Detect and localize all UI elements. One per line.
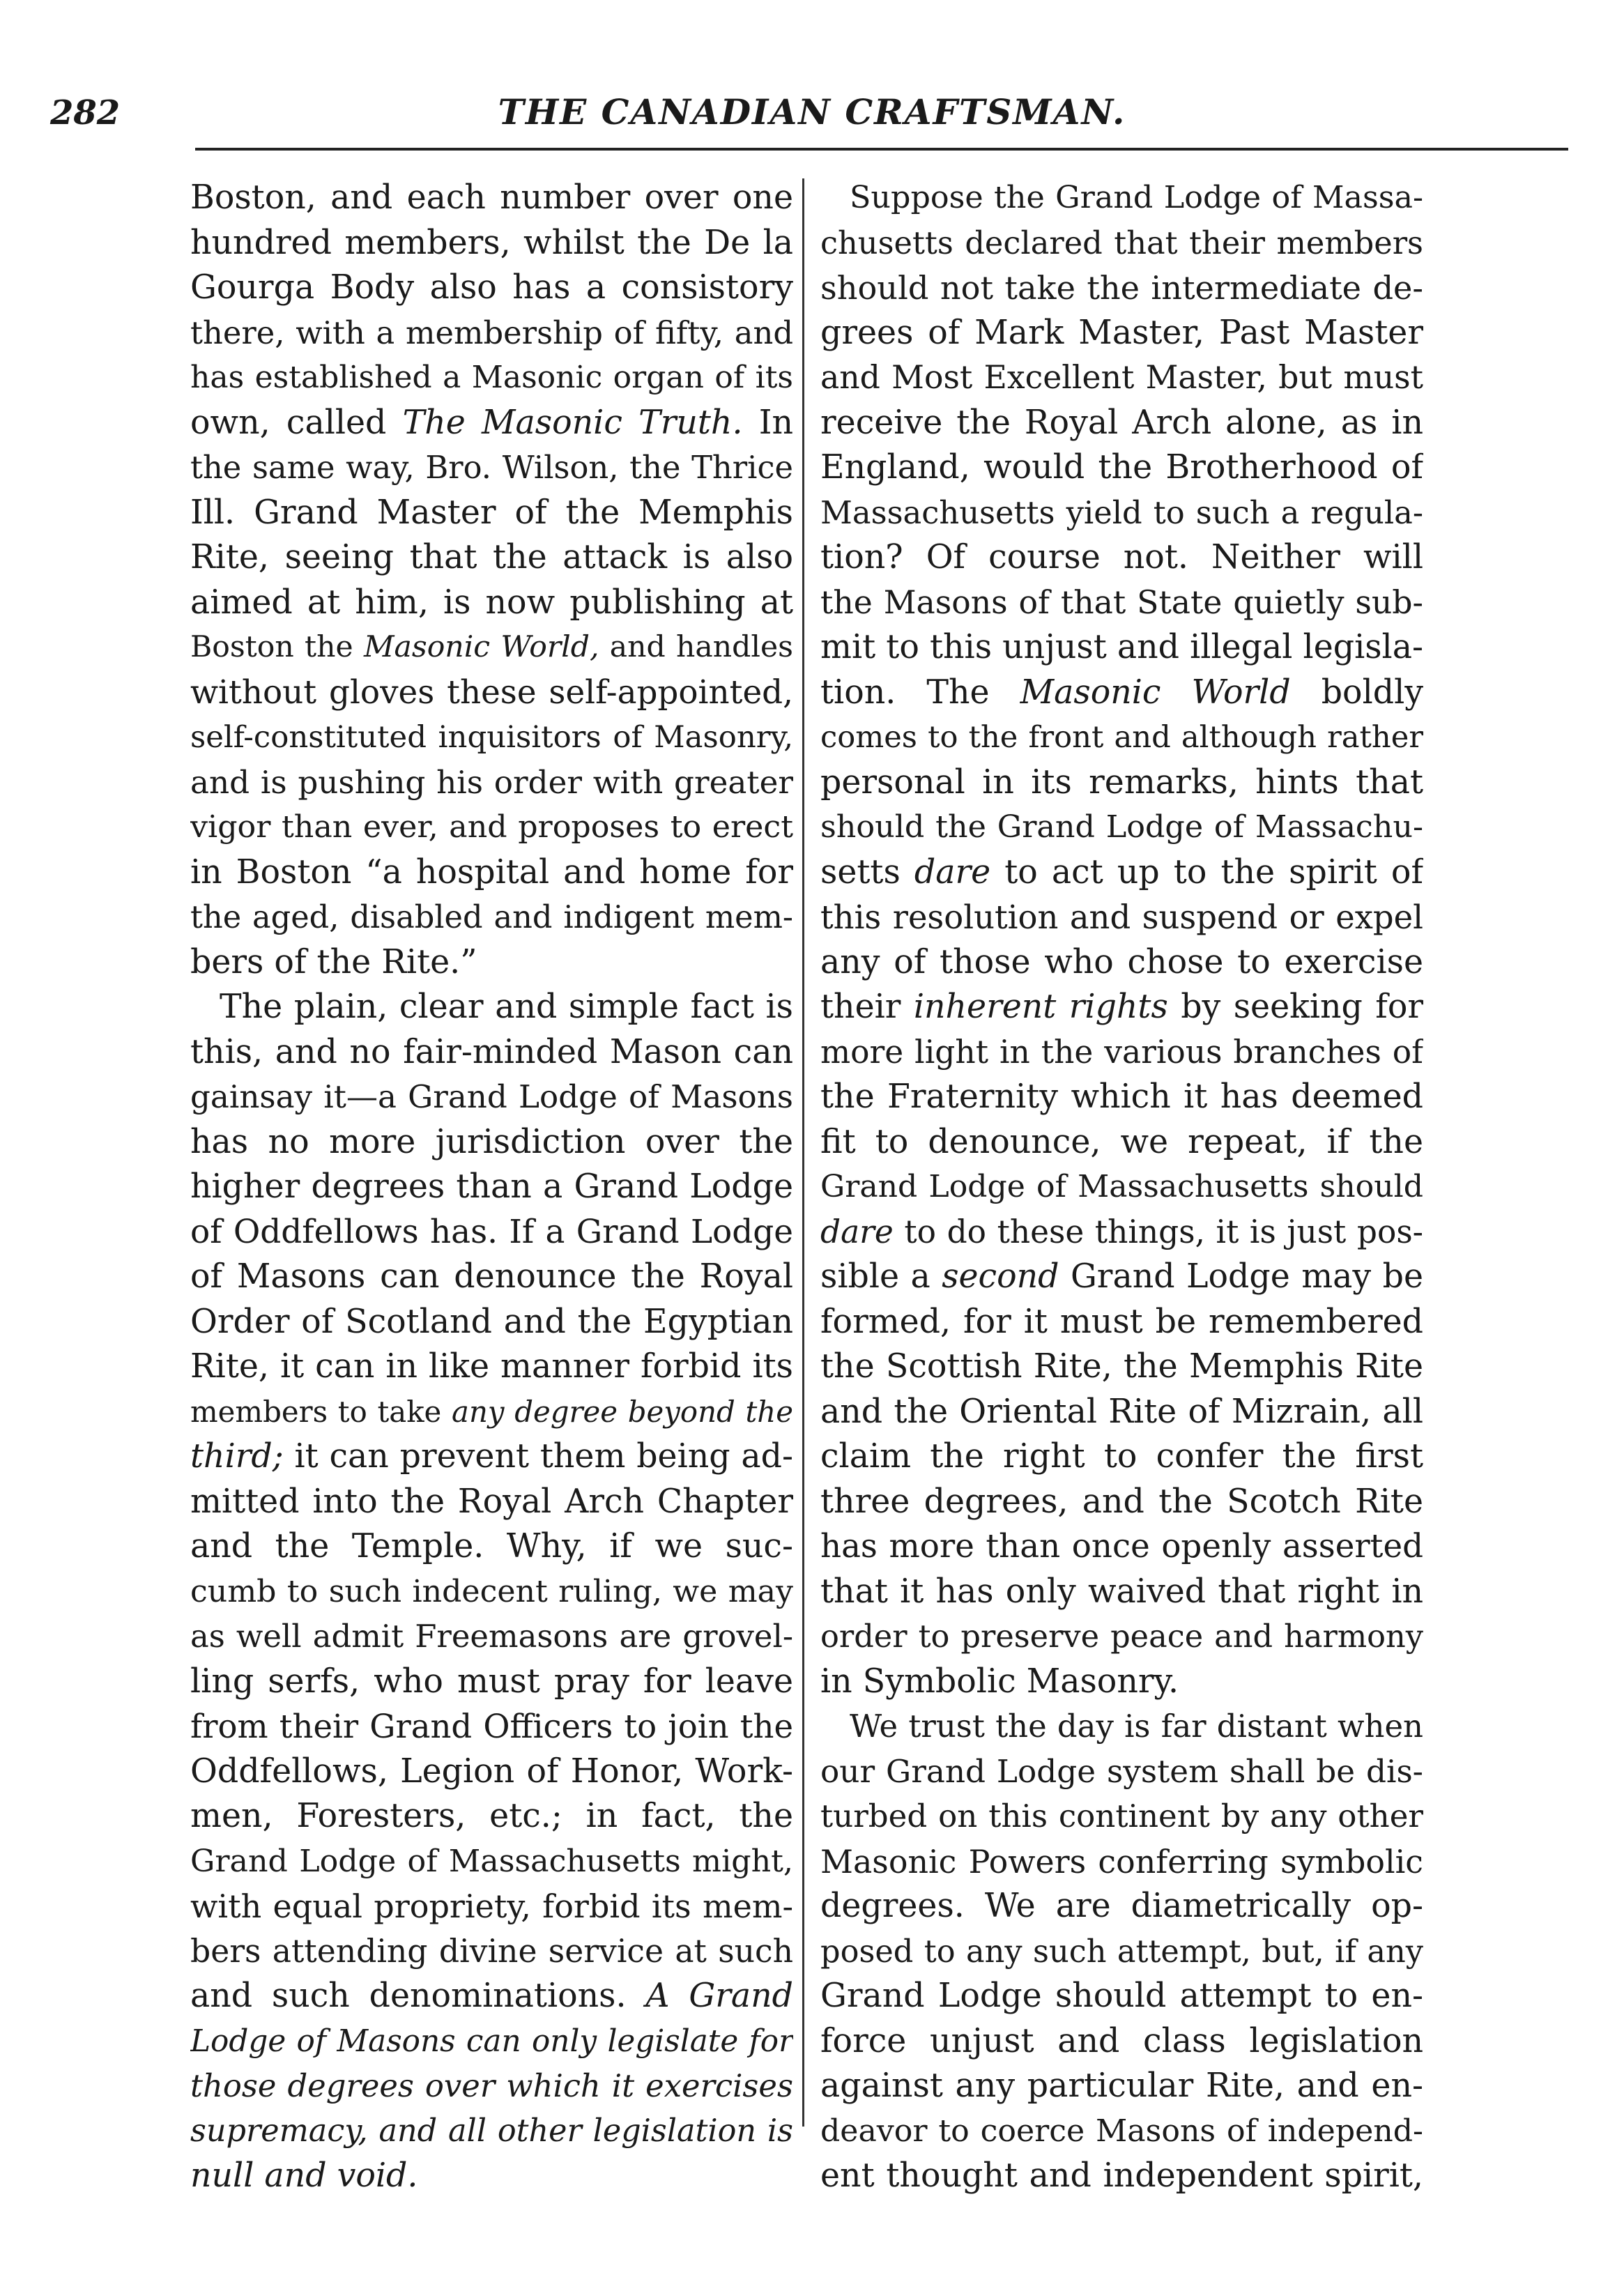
- text-segment: our Grand Lodge system shall be dis-: [820, 1752, 1423, 1790]
- text-line: [820, 1794, 1423, 1839]
- italic-text: inherent rights: [913, 988, 1168, 1026]
- text-line: [820, 1345, 1423, 1390]
- text-segment: personal in its remarks, hints that: [820, 763, 1423, 802]
- text-segment: of Masons can denounce the Royal: [190, 1257, 793, 1296]
- text-segment: turbed on this continent by any other: [820, 1798, 1423, 1834]
- text-line: [820, 1300, 1423, 1345]
- text-segment: order to preserve peace and harmony: [820, 1618, 1423, 1655]
- text-segment: bers attending divine service at such: [190, 1932, 793, 1970]
- text-line: [190, 401, 793, 446]
- text-segment: and is pushing his order with greater: [190, 763, 793, 801]
- text-line: [820, 1749, 1423, 1795]
- text-line: [820, 1614, 1423, 1660]
- italic-text: dare: [914, 852, 991, 891]
- text-segment: should the Grand Lodge of Massachu-: [820, 809, 1423, 845]
- text-segment: tion. The: [820, 673, 1020, 712]
- text-segment: with equal propriety, forbid its mem-: [190, 1887, 793, 1925]
- text-segment: the Masons of that State quietly sub-: [820, 583, 1423, 621]
- text-line: [820, 1974, 1423, 2019]
- text-line: [820, 1075, 1423, 1120]
- text-segment: Suppose the Grand Lodge of Massa-: [850, 180, 1423, 215]
- text-segment: England, would the Brotherhood of: [820, 448, 1423, 487]
- text-segment: formed, for it must be remembered: [820, 1302, 1423, 1341]
- text-line: [190, 2064, 793, 2109]
- text-segment: any of those who chose to exercise: [820, 942, 1423, 981]
- text-line: [190, 1974, 793, 2019]
- text-line: [190, 266, 793, 311]
- text-line: [820, 895, 1423, 940]
- text-line: [820, 1570, 1423, 1615]
- text-segment: Boston the: [190, 630, 364, 664]
- text-line: [190, 1839, 793, 1885]
- text-line: [190, 1749, 793, 1795]
- text-segment: higher degrees than a Grand Lodge: [190, 1167, 793, 1206]
- text-segment: claim the right to confer the first: [820, 1437, 1423, 1476]
- text-line: [820, 1524, 1423, 1570]
- text-line: [820, 2154, 1423, 2199]
- text-line: [820, 2019, 1423, 2065]
- page-number: 282: [50, 93, 121, 132]
- text-segment: in Boston “a hospital and home for: [190, 852, 793, 891]
- text-line: [190, 1075, 793, 1120]
- text-line: [820, 176, 1423, 221]
- text-line: [190, 1390, 793, 1435]
- text-segment: men, Foresters, etc.; in fact, the: [190, 1797, 793, 1835]
- text-line: [820, 1884, 1423, 1929]
- text-line: [190, 355, 793, 401]
- text-segment: from their Grand Officers to join the: [190, 1708, 793, 1745]
- text-segment: ent thought and independent spirit,: [820, 2157, 1423, 2195]
- text-segment: should not take the intermediate de-: [820, 269, 1423, 307]
- text-segment: self-constituted inquisitors of Masonry,: [190, 720, 793, 755]
- text-line: [820, 491, 1423, 536]
- text-line: [820, 266, 1423, 311]
- text-line: [820, 1390, 1423, 1435]
- italic-text: Masonic World: [1020, 673, 1291, 712]
- text-segment: cumb to such indecent ruling, we may: [190, 1573, 793, 1609]
- italic-text: Lodge of Masons can only legislate for: [190, 2023, 793, 2059]
- text-line: [190, 1345, 793, 1390]
- text-segment: Boston, and each number over one: [190, 178, 793, 217]
- text-line: [190, 1165, 793, 1210]
- text-segment: Ill. Grand Master of the Memphis: [190, 493, 793, 532]
- italic-text: third;: [190, 1437, 284, 1476]
- column-divider: [802, 178, 804, 2127]
- text-line: [190, 1660, 793, 1705]
- italic-text: A Grand: [645, 1977, 793, 2015]
- text-line: [190, 491, 793, 536]
- text-segment: chusetts declared that their members: [820, 224, 1423, 261]
- text-segment: own, called: [190, 403, 403, 442]
- text-segment: and such denominations.: [190, 1977, 646, 2015]
- text-line: [820, 715, 1423, 760]
- text-line: [820, 1120, 1423, 1165]
- text-segment: Grand Lodge should attempt to en-: [820, 1977, 1423, 2015]
- text-line: [820, 401, 1423, 446]
- text-segment: this, and no fair-minded Mason can: [190, 1032, 793, 1071]
- text-segment: has established a Masonic organ of its: [190, 360, 793, 395]
- italic-text: Masonic World,: [363, 630, 599, 664]
- text-segment: mit to this unjust and illegal legisla-: [820, 628, 1423, 666]
- text-line: [190, 625, 793, 671]
- right-column: [820, 176, 1423, 2199]
- text-line: [190, 1704, 793, 1749]
- text-line: [190, 221, 793, 266]
- text-segment: Order of Scotland and the Egyptian: [190, 1302, 793, 1341]
- text-line: [820, 1434, 1423, 1480]
- text-line: [820, 535, 1423, 581]
- text-line: [820, 311, 1423, 356]
- text-segment: more light in the various branches of: [820, 1033, 1423, 1071]
- text-segment: sible a: [820, 1257, 942, 1296]
- text-line: [190, 1614, 793, 1660]
- text-line: [820, 1210, 1423, 1255]
- text-line: [820, 581, 1423, 626]
- text-line: [820, 1165, 1423, 1210]
- italic-text: The Masonic Truth.: [402, 403, 743, 442]
- text-segment: Rite, it can in like manner forbid its: [190, 1347, 793, 1386]
- text-segment: to do these things, it is just pos-: [893, 1213, 1423, 1250]
- text-segment: Oddfellows, Legion of Honor, Work-: [190, 1752, 793, 1791]
- text-line: [190, 2109, 793, 2154]
- text-segment: deavor to coerce Masons of independ-: [820, 2113, 1423, 2149]
- text-segment: and the Oriental Rite of Mizrain, all: [820, 1392, 1423, 1431]
- text-segment: We trust the day is far distant when: [850, 1708, 1423, 1745]
- text-segment: this resolution and suspend or expel: [820, 898, 1423, 936]
- text-segment: comes to the front and although rather: [820, 720, 1423, 755]
- text-line: [190, 1434, 793, 1480]
- text-segment: fit to denounce, we repeat, if the: [820, 1122, 1423, 1161]
- text-line: [820, 2064, 1423, 2109]
- text-segment: setts: [820, 852, 914, 891]
- text-line: [190, 311, 793, 356]
- text-segment: and handles: [599, 630, 793, 664]
- text-segment: and the Temple. Why, if we suc-: [190, 1527, 793, 1565]
- text-line: [190, 940, 793, 986]
- text-segment: the Scottish Rite, the Memphis Rite: [820, 1347, 1423, 1386]
- text-line: [190, 805, 793, 850]
- text-segment: posed to any such attempt, but, if any: [820, 1933, 1423, 1970]
- text-line: [190, 1929, 793, 1975]
- text-line: [190, 2019, 793, 2065]
- text-line: [820, 1839, 1423, 1885]
- header-rule: [195, 148, 1568, 151]
- text-line: [190, 850, 793, 896]
- text-line: [820, 221, 1423, 266]
- text-segment: grees of Mark Master, Past Master: [820, 313, 1423, 352]
- text-line: [820, 1255, 1423, 1300]
- text-line: [190, 1884, 793, 1929]
- text-segment: Grand Lodge of Massachusetts might,: [190, 1843, 793, 1879]
- text-segment: the Fraternity which it has deemed: [820, 1078, 1423, 1116]
- text-segment: force unjust and class legislation: [820, 2021, 1423, 2060]
- text-line: [190, 2154, 793, 2199]
- italic-text: any degree beyond the: [452, 1394, 793, 1429]
- text-segment: vigor than ever, and proposes to erect: [190, 809, 793, 845]
- text-segment: The plain, clear and simple fact is: [220, 988, 793, 1026]
- text-segment: has more than once openly asserted: [820, 1528, 1423, 1565]
- text-segment: of Oddfellows has. If a Grand Lodge: [190, 1212, 793, 1251]
- text-line: [820, 2109, 1423, 2154]
- text-line: [190, 715, 793, 760]
- text-line: [820, 1030, 1423, 1075]
- text-line: [820, 805, 1423, 850]
- text-segment: mitted into the Royal Arch Chapter: [190, 1482, 793, 1521]
- text-line: [190, 1030, 793, 1075]
- text-segment: that it has only waived that right in: [820, 1572, 1423, 1611]
- text-segment: receive the Royal Arch alone, as in: [820, 403, 1423, 442]
- text-line: [820, 625, 1423, 671]
- text-line: [190, 1120, 793, 1165]
- text-line: [190, 176, 793, 221]
- text-segment: in Symbolic Masonry.: [820, 1662, 1179, 1701]
- italic-text: supremacy, and all other legislation is: [190, 2113, 793, 2149]
- text-segment: Grand Lodge may be: [1059, 1257, 1423, 1296]
- text-line: [820, 355, 1423, 401]
- left-column: [190, 176, 793, 2199]
- text-line: [190, 1210, 793, 1255]
- text-line: [820, 1660, 1423, 1705]
- text-line: [820, 850, 1423, 896]
- text-segment: gainsay it—a Grand Lodge of Masons: [190, 1078, 793, 1115]
- text-line: [190, 1524, 793, 1570]
- text-line: [820, 1704, 1423, 1749]
- text-segment: Grand Lodge of Massachusetts should: [820, 1169, 1423, 1204]
- text-segment: their: [820, 988, 914, 1026]
- text-line: [190, 760, 793, 806]
- text-line: [190, 1794, 793, 1839]
- text-segment: ling serfs, who must pray for leave: [190, 1662, 793, 1701]
- text-line: [820, 671, 1423, 716]
- text-segment: aimed at him, is now publishing at: [190, 583, 793, 622]
- text-segment: the same way, Bro. Wilson, the Thrice: [190, 449, 793, 486]
- text-segment: tion? Of course not. Neither will: [820, 538, 1423, 576]
- text-segment: Masonic Powers conferring symbolic: [820, 1842, 1423, 1880]
- text-segment: Gourga Body also has a consistory: [190, 268, 793, 307]
- text-line: [190, 445, 793, 491]
- text-segment: Massachusetts yield to such a regula-: [820, 493, 1423, 531]
- text-segment: members to take: [190, 1394, 452, 1429]
- running-title: THE CANADIAN CRAFTSMAN.: [498, 91, 1126, 132]
- text-segment: there, with a membership of fifty, and: [190, 314, 793, 351]
- text-segment: as well admit Freemasons are grovel-: [190, 1618, 793, 1655]
- text-segment: against any particular Rite, and en-: [820, 2067, 1423, 2105]
- italic-text: dare: [820, 1213, 894, 1250]
- text-line: [820, 1480, 1423, 1525]
- italic-text: second: [942, 1257, 1059, 1296]
- text-segment: and Most Excellent Master, but must: [820, 359, 1423, 396]
- text-line: [190, 1255, 793, 1300]
- text-segment: In: [742, 403, 793, 442]
- text-segment: to act up to the spirit of: [990, 852, 1423, 891]
- text-segment: hundred members, whilst the De la: [190, 223, 793, 262]
- text-segment: degrees. We are diametrically op-: [820, 1887, 1423, 1925]
- text-segment: by seeking for: [1167, 988, 1423, 1026]
- text-segment: boldly: [1290, 673, 1423, 712]
- text-line: [190, 535, 793, 581]
- text-segment: three degrees, and the Scotch Rite: [820, 1482, 1423, 1521]
- italic-text: null and void.: [190, 2157, 418, 2195]
- text-line: [820, 940, 1423, 986]
- text-segment: it can prevent them being ad-: [283, 1437, 793, 1476]
- text-line: [190, 895, 793, 940]
- text-line: [820, 760, 1423, 806]
- text-line: [190, 1300, 793, 1345]
- text-segment: bers of the Rite.”: [190, 942, 477, 981]
- text-segment: without gloves these self-appointed,: [190, 673, 793, 712]
- text-line: [820, 985, 1423, 1030]
- text-line: [190, 1570, 793, 1615]
- text-line: [190, 671, 793, 716]
- text-line: [820, 1929, 1423, 1975]
- text-line: [190, 1480, 793, 1525]
- italic-text: those degrees over which it exercises: [190, 2067, 793, 2104]
- text-line: [820, 445, 1423, 491]
- text-segment: has no more jurisdiction over the: [190, 1122, 793, 1161]
- text-line: [190, 985, 793, 1030]
- text-segment: Rite, seeing that the attack is also: [190, 538, 793, 576]
- text-segment: the aged, disabled and indigent mem-: [190, 899, 793, 935]
- text-line: [190, 581, 793, 626]
